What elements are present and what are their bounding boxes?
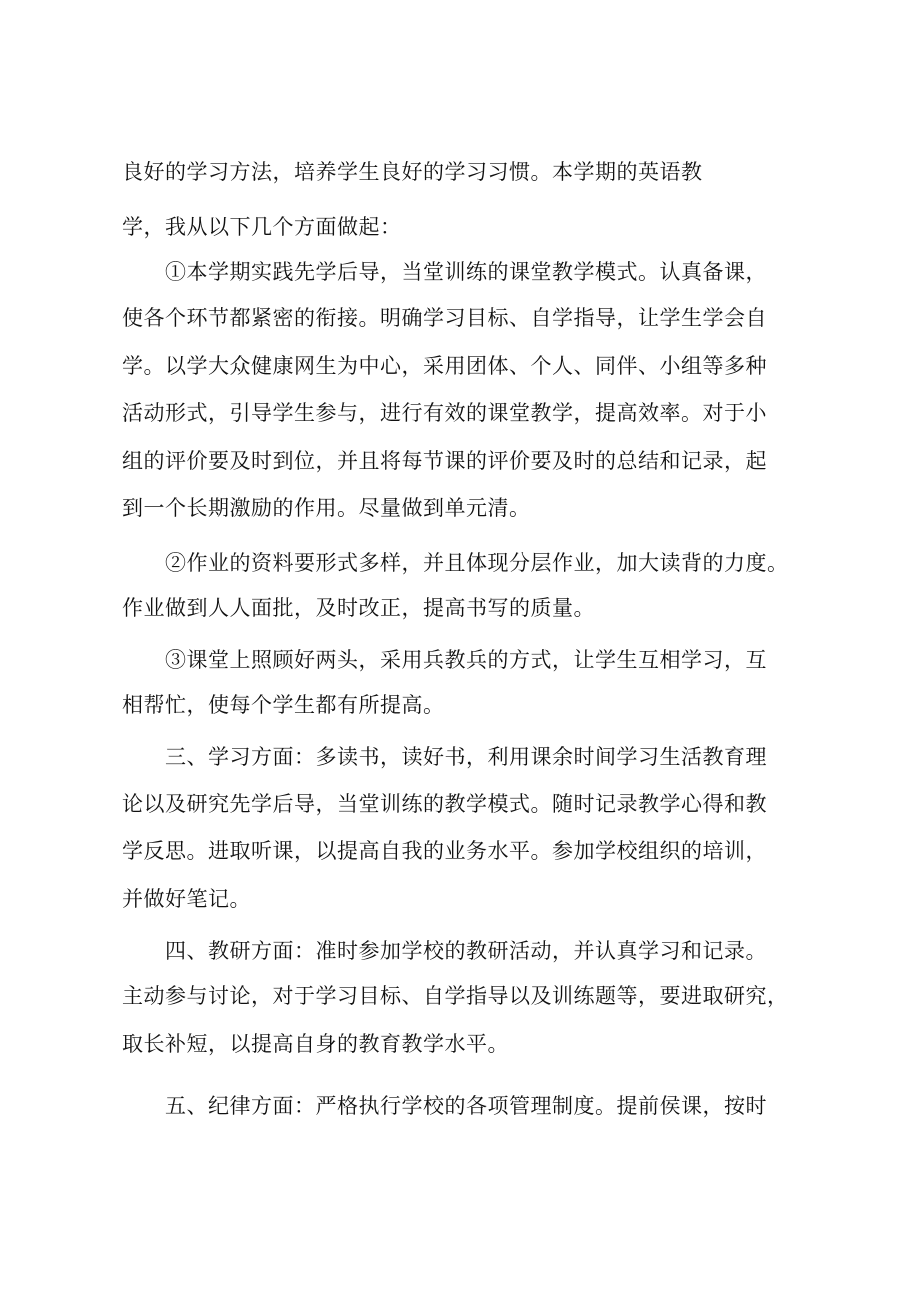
text-line: 相帮忙，使每个学生都有所提高。 (122, 693, 445, 717)
text-line: 良好的学习方法，培养学生良好的学习习惯。本学期的英语教 (122, 160, 703, 184)
text-line: 学，我从以下几个方面做起： (122, 215, 402, 239)
text-line: 组的评价要及时到位，并且将每节课的评价要及时的总结和记录，起 (122, 449, 767, 473)
text-line: 五、纪律方面：严格执行学校的各项管理制度。提前侯课，按时 (165, 1094, 767, 1118)
text-line: 主动参与讨论，对于学习目标、自学指导以及训练题等，要进取研究， (122, 984, 789, 1008)
text-line: 论以及研究先学后导，当堂训练的教学模式。随时记录教学心得和教 (122, 792, 767, 816)
text-line: 学反思。进取听课，以提高自我的业务水平。参加学校组织的培训， (122, 839, 767, 863)
text-line: ①本学期实践先学后导，当堂训练的课堂教学模式。认真备课， (165, 260, 767, 284)
text-line: ②作业的资料要形式多样，并且体现分层作业，加大读背的力度。 (165, 551, 789, 575)
text-line: 到一个长期激励的作用。尽量做到单元清。 (122, 496, 531, 520)
text-line: ③课堂上照顾好两头，采用兵教兵的方式，让学生互相学习，互 (165, 648, 767, 672)
text-line: 活动形式，引导学生参与，进行有效的课堂教学，提高效率。对于小 (122, 401, 767, 425)
text-line: 三、学习方面：多读书，读好书，利用课余时间学习生活教育理 (165, 745, 767, 769)
text-line: 作业做到人人面批，及时改正，提高书写的质量。 (122, 596, 595, 620)
text-line: 取长补短，以提高自身的教育教学水平。 (122, 1032, 509, 1056)
text-line: 使各个环节都紧密的衔接。明确学习目标、自学指导，让学生学会自 (122, 306, 767, 330)
text-line: 学。以学大众健康网生为中心，采用团体、个人、同伴、小组等多种 (122, 354, 767, 378)
text-line: 并做好笔记。 (122, 887, 251, 911)
text-line: 四、教研方面：准时参加学校的教研活动，并认真学习和记录。 (165, 939, 767, 963)
